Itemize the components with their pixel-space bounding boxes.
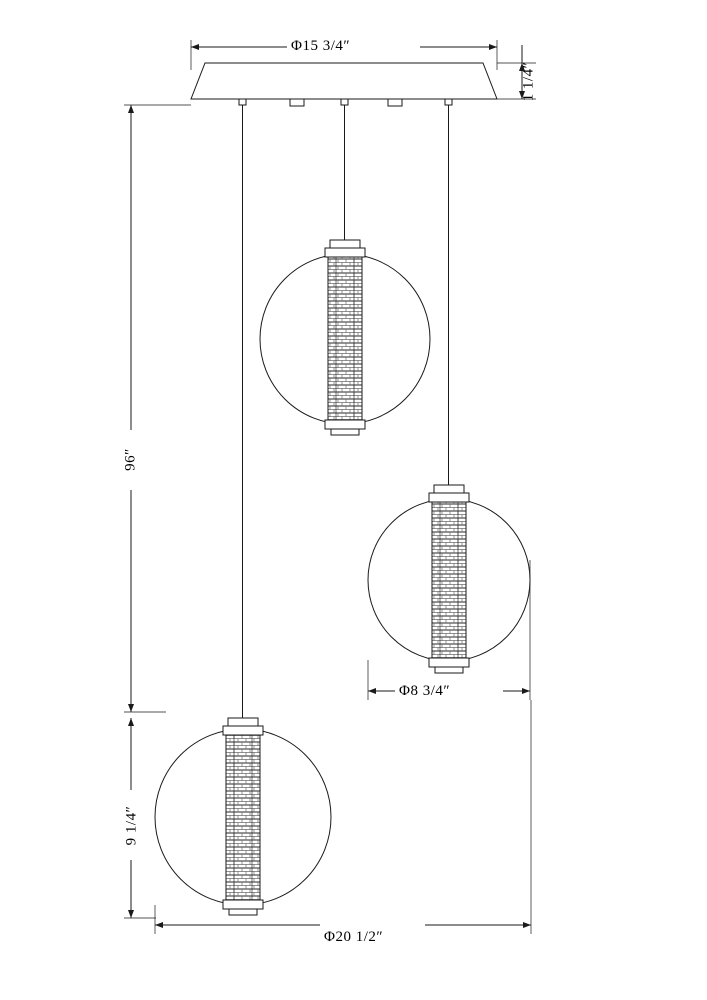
shade-diameter-label: Φ8 3/4″ — [399, 683, 451, 699]
overall-drop-dimension — [124, 105, 191, 712]
canopy-height-label: 1 1/4″ — [520, 61, 537, 102]
shade-height-label: 9 1/4″ — [123, 805, 140, 846]
glass-globe-upper — [260, 240, 430, 435]
canopy-diameter-label: Φ15 3/4″ — [291, 38, 351, 54]
overall-spread-label: Φ20 1/2″ — [324, 929, 384, 945]
ceiling-canopy — [191, 63, 497, 106]
overall-drop-label: 96″ — [122, 448, 139, 471]
glass-globe-lower — [155, 718, 331, 915]
glass-globe-middle — [368, 485, 530, 673]
